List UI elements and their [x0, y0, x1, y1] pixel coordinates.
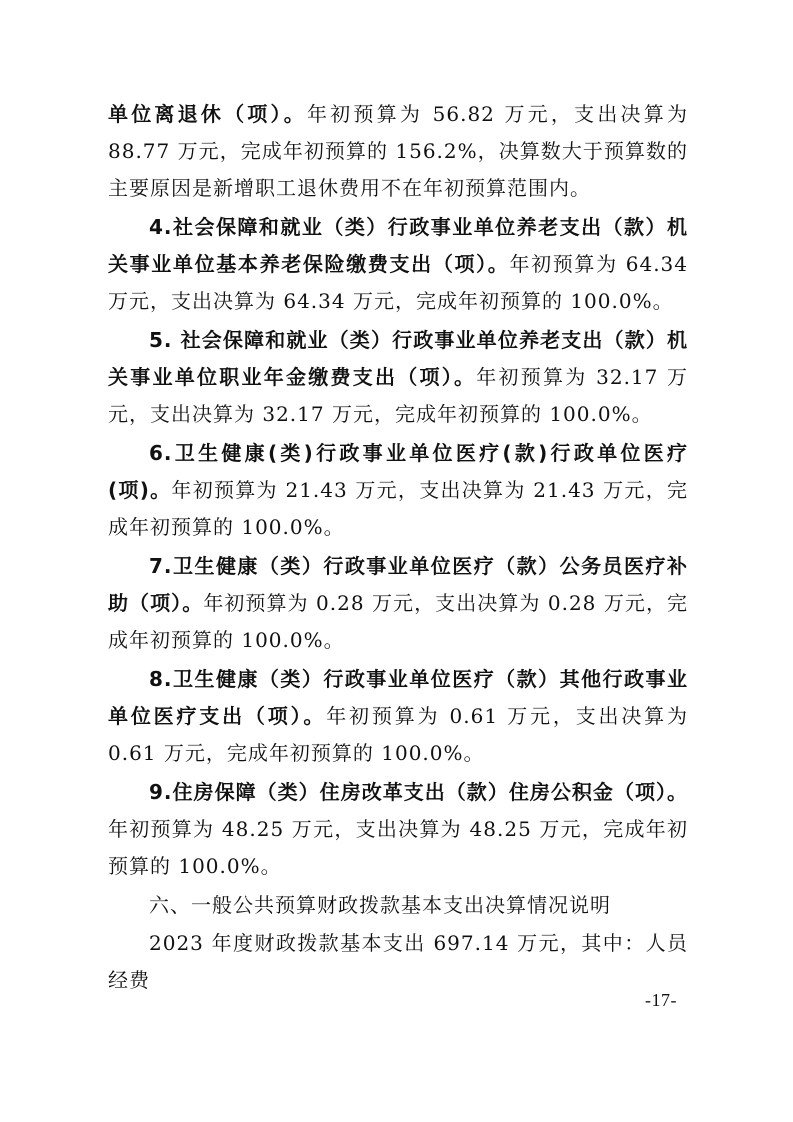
paragraph-item-7: [108, 548, 688, 659]
paragraph-heading: 8.卫生健康（类）行政事业单位医疗（款）其他行政事业单位医疗支出（项）。: [108, 667, 688, 728]
paragraph-heading: 单位离退休（项）。: [108, 102, 307, 126]
paragraph-heading: 6.卫生健康(类)行政事业单位医疗(款)行政单位医疗(项)。: [108, 441, 688, 502]
paragraph-body: 年初预算为 64.34 万元，支出决算为 64.34 万元，完成年初预算的 100.0%。: [108, 252, 688, 313]
paragraph-body: 年初预算为 32.17 万元，支出决算为 32.17 万元，完成年初预算的 100.0%。: [108, 365, 688, 426]
paragraph-basic-expenditure: 2023 年度财政拨款基本支出 697.14 万元，其中：人员经费: [108, 931, 688, 992]
section-heading: 六、一般公共预算财政拨款基本支出决算情况说明: [149, 893, 611, 917]
paragraph-retirement: [108, 96, 688, 207]
paragraph-item-9: [108, 774, 688, 885]
paragraph-body: 年初预算为 0.28 万元，支出决算为 0.28 万元，完成年初预算的 100.0%。: [108, 591, 689, 652]
paragraph-heading: 9.住房保障（类）住房改革支出（款）住房公积金（项）。: [149, 780, 688, 804]
paragraph-item-4: [108, 209, 688, 320]
paragraph-item-6: [108, 435, 688, 546]
paragraph-body: 年初预算为 0.61 万元，支出决算为 0.61 万元，完成年初预算的 100.0%。: [108, 704, 689, 765]
paragraph-heading: 5. 社会保障和就业（类）行政事业单位养老支出（款）机关事业单位职业年金缴费支出（项）。: [108, 328, 688, 389]
paragraph-body: 年初预算为 56.82 万元，支出决算为 88.77 万元，完成年初预算的 156.2%，决算数大于预算数的主要原因是新增职工退休费用不在年初预算范围内。: [108, 102, 688, 200]
paragraph-body: 年初预算为 21.43 万元，支出决算为 21.43 万元，完成年初预算的 100.0%。: [108, 478, 689, 539]
paragraph-body: 年初预算为 48.25 万元，支出决算为 48.25 万元，完成年初预算的 100.0%。: [108, 817, 688, 878]
paragraph-heading: 4.社会保障和就业（类）行政事业单位养老支出（款）机关事业单位基本养老保险缴费支出（项）。: [108, 215, 688, 276]
paragraph-heading: 7.卫生健康（类）行政事业单位医疗（款）公务员医疗补助（项）。: [108, 554, 688, 615]
paragraph-item-5: [108, 322, 688, 433]
page-number: -17-: [645, 990, 677, 1010]
paragraph-item-8: [108, 661, 688, 772]
